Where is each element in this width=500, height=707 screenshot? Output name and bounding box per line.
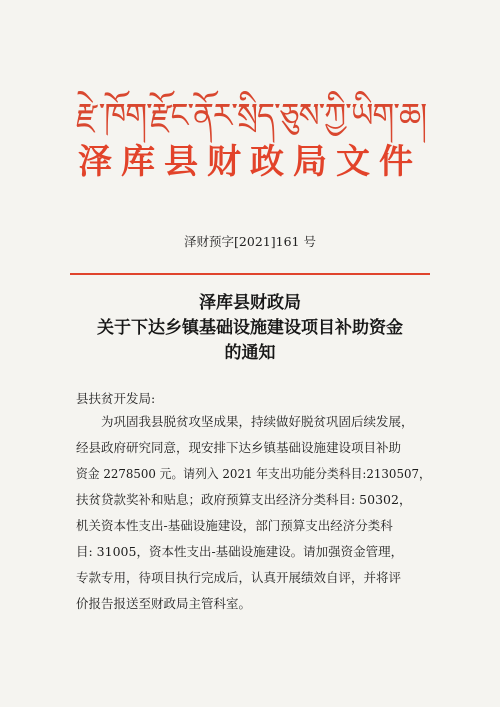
- body-line: 资金 2278500 元。请列入 2021 年支出功能分类科目:2130507，: [76, 466, 431, 481]
- red-divider: [70, 273, 430, 275]
- body-line: 经县政府研究同意，现安排下达乡镇基础设施建设项目补助: [76, 440, 402, 455]
- document-title: 泽库县财政局文件: [78, 142, 422, 182]
- body-line: 专款专用，待项目执行完成后，认真开展绩效自评，并将评: [76, 570, 402, 585]
- body-line: 价报告报送至财政局主管科室。: [76, 596, 252, 611]
- body-line: 机关资本性支出-基础设施建设，部门预算支出经济分类科: [76, 518, 393, 533]
- body-line: 扶贫贷款奖补和贴息；政府预算支出经济分类科目: 50302，: [76, 492, 412, 507]
- headline-line-1: 泽库县财政局: [199, 293, 301, 313]
- body-line: 目: 31005，资本性支出-基础设施建设。请加强资金管理，: [76, 544, 404, 559]
- body-line: 为巩固我县脱贫攻坚成果，持续做好脱贫巩固后续发展，: [101, 414, 414, 429]
- headline-line-3: 的通知: [224, 343, 276, 363]
- headline-line-2: 关于下达乡镇基础设施建设项目补助资金: [97, 318, 403, 338]
- addressee: 县扶贫开发局:: [76, 391, 156, 406]
- tibetan-title: [76, 96, 426, 136]
- tibetan-title-text: རྫེ་ཁོག་རྫོང་ནོར་སྲིད་ཅུས་ཀྱི་ཡིག་ཆ།: [76, 96, 427, 136]
- document-number: 泽财预字[2021]161 号: [184, 234, 316, 249]
